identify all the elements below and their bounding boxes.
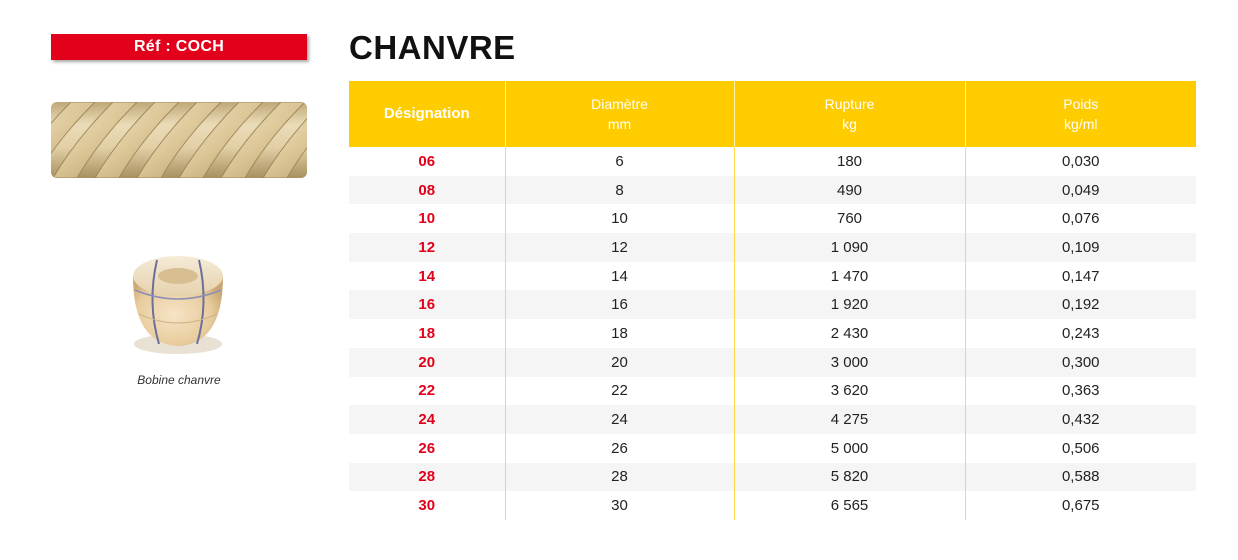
cell-poids: 0,675 (965, 491, 1196, 520)
cell-rupture: 5 820 (734, 463, 965, 492)
table-row (349, 204, 1196, 233)
header-designation: Désignation (349, 81, 505, 147)
cell-diametre: 26 (505, 434, 734, 463)
cell-diametre: 24 (505, 405, 734, 434)
cell-poids: 0,300 (965, 348, 1196, 377)
cell-poids: 0,192 (965, 290, 1196, 319)
cell-designation: 16 (349, 290, 505, 319)
cell-poids: 0,147 (965, 262, 1196, 291)
cell-designation: 28 (349, 463, 505, 492)
cell-poids: 0,588 (965, 463, 1196, 492)
cell-rupture: 490 (734, 176, 965, 205)
cell-designation: 22 (349, 377, 505, 406)
cell-designation: 30 (349, 491, 505, 520)
header-rupture (734, 81, 965, 147)
cell-rupture: 1 090 (734, 233, 965, 262)
cell-rupture: 1 470 (734, 262, 965, 291)
cell-poids: 0,243 (965, 319, 1196, 348)
header-diametre-unit: mm (607, 116, 632, 132)
coil-image (117, 248, 239, 360)
cell-rupture: 3 000 (734, 348, 965, 377)
cell-designation: 24 (349, 405, 505, 434)
cell-rupture: 760 (734, 204, 965, 233)
cell-diametre: 10 (505, 204, 734, 233)
cell-designation: 14 (349, 262, 505, 291)
cell-diametre: 18 (505, 319, 734, 348)
table-row (349, 290, 1196, 319)
cell-rupture: 4 275 (734, 405, 965, 434)
cell-designation: 06 (349, 147, 505, 176)
cell-poids: 0,432 (965, 405, 1196, 434)
spec-table (349, 81, 1196, 520)
table-row (349, 319, 1196, 348)
cell-rupture: 5 000 (734, 434, 965, 463)
reference-badge: Réf : COCH (51, 34, 307, 60)
product-title: CHANVRE (349, 29, 516, 66)
cell-poids: 0,363 (965, 377, 1196, 406)
cell-diametre: 8 (505, 176, 734, 205)
table-row (349, 405, 1196, 434)
table-row (349, 233, 1196, 262)
cell-poids: 0,049 (965, 176, 1196, 205)
header-rupture-unit: kg (842, 116, 857, 132)
cell-diametre: 12 (505, 233, 734, 262)
cell-rupture: 2 430 (734, 319, 965, 348)
table-row (349, 463, 1196, 492)
cell-designation: 08 (349, 176, 505, 205)
cell-designation: 20 (349, 348, 505, 377)
cell-designation: 12 (349, 233, 505, 262)
cell-diametre: 30 (505, 491, 734, 520)
cell-designation: 26 (349, 434, 505, 463)
table-row (349, 262, 1196, 291)
table-row (349, 348, 1196, 377)
rope-coil-icon (117, 248, 239, 360)
header-poids-unit: kg/ml (1064, 116, 1098, 132)
cell-diametre: 14 (505, 262, 734, 291)
table-row (349, 434, 1196, 463)
header-poids (965, 81, 1196, 147)
header-diametre (505, 81, 734, 147)
cell-rupture: 180 (734, 147, 965, 176)
cell-diametre: 20 (505, 348, 734, 377)
cell-diametre: 6 (505, 147, 734, 176)
table-row (349, 491, 1196, 520)
cell-designation: 18 (349, 319, 505, 348)
cell-diametre: 16 (505, 290, 734, 319)
rope-image (51, 102, 307, 178)
cell-rupture: 3 620 (734, 377, 965, 406)
cell-poids: 0,030 (965, 147, 1196, 176)
header-diametre-label: Diamètre (591, 96, 648, 112)
header-poids-label: Poids (1063, 96, 1099, 112)
table-header-row (349, 81, 1196, 147)
cell-designation: 10 (349, 204, 505, 233)
cell-diametre: 22 (505, 377, 734, 406)
table-row (349, 377, 1196, 406)
table-row (349, 176, 1196, 205)
twisted-rope-icon (51, 102, 307, 178)
cell-rupture: 6 565 (734, 491, 965, 520)
cell-poids: 0,076 (965, 204, 1196, 233)
table-row (349, 147, 1196, 176)
cell-rupture: 1 920 (734, 290, 965, 319)
coil-caption: Bobine chanvre (137, 373, 221, 387)
cell-poids: 0,506 (965, 434, 1196, 463)
cell-diametre: 28 (505, 463, 734, 492)
header-rupture-label: Rupture (824, 96, 875, 112)
cell-poids: 0,109 (965, 233, 1196, 262)
